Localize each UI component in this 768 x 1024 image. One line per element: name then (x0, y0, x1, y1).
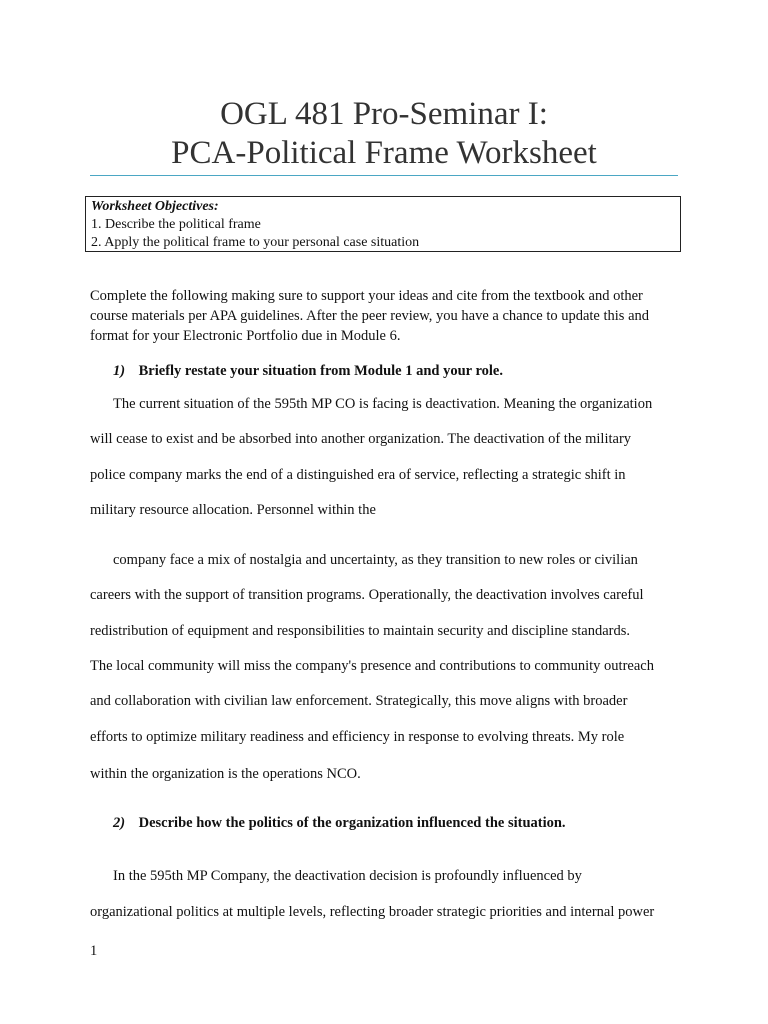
question-text: Briefly restate your situation from Module 1 and your role. (138, 363, 503, 379)
instructions-line: format for your Electronic Portfolio due in Module 6. (90, 328, 401, 344)
page-number: 1 (90, 943, 98, 959)
answer-line: will cease to exist and be absorbed into another organization. The deactivation of the military (90, 431, 632, 447)
instructions-paragraph (90, 286, 686, 346)
question-text: Describe how the politics of the organization influenced the situation. (138, 815, 566, 831)
document-title-line-1: OGL 481 Pro-Seminar I: (220, 96, 548, 132)
answer-line: efforts to optimize military readiness and efficiency in response to evolving threats. My role (90, 729, 625, 745)
answer-line: within the organization is the operations NCO. (90, 766, 361, 782)
document-title-line-2: PCA-Political Frame Worksheet (171, 135, 597, 171)
question-number: 2) (113, 815, 126, 831)
answer-line: organizational politics at multiple levels, reflecting broader strategic priorities and internal power (90, 904, 655, 920)
instructions-line: Complete the following making sure to support your ideas and cite from the textbook and other (90, 288, 643, 304)
objective-item: 1. Describe the political frame (91, 217, 261, 232)
objective-item: 2. Apply the political frame to your personal case situation (91, 235, 420, 250)
answer-line: The current situation of the 595th MP CO is facing is deactivation. Meaning the organization (113, 396, 653, 412)
question-1 (113, 361, 503, 381)
answer-line: police company marks the end of a distinguished era of service, reflecting a strategic shift in (90, 467, 626, 483)
answer-line: careers with the support of transition programs. Operationally, the deactivation involves careful (90, 587, 644, 603)
question-2 (113, 813, 566, 833)
objectives-heading: Worksheet Objectives: (91, 199, 219, 214)
title-divider (90, 175, 678, 176)
answer-line: and collaboration with civilian law enforcement. Strategically, this move aligns with broader (90, 693, 628, 709)
objectives-box (85, 196, 681, 252)
instructions-line: course materials per APA guidelines. After the peer review, you have a chance to update this and (90, 308, 650, 324)
answer-line: The local community will miss the company's presence and contributions to community outreach (90, 658, 654, 674)
answer-line: redistribution of equipment and responsibilities to maintain security and discipline standards. (90, 623, 631, 639)
answer-line: company face a mix of nostalgia and uncertainty, as they transition to new roles or civilian (113, 552, 638, 568)
answer-line: military resource allocation. Personnel within the (90, 502, 376, 518)
question-number: 1) (113, 363, 126, 379)
answer-line: In the 595th MP Company, the deactivation decision is profoundly influenced by (113, 868, 582, 884)
